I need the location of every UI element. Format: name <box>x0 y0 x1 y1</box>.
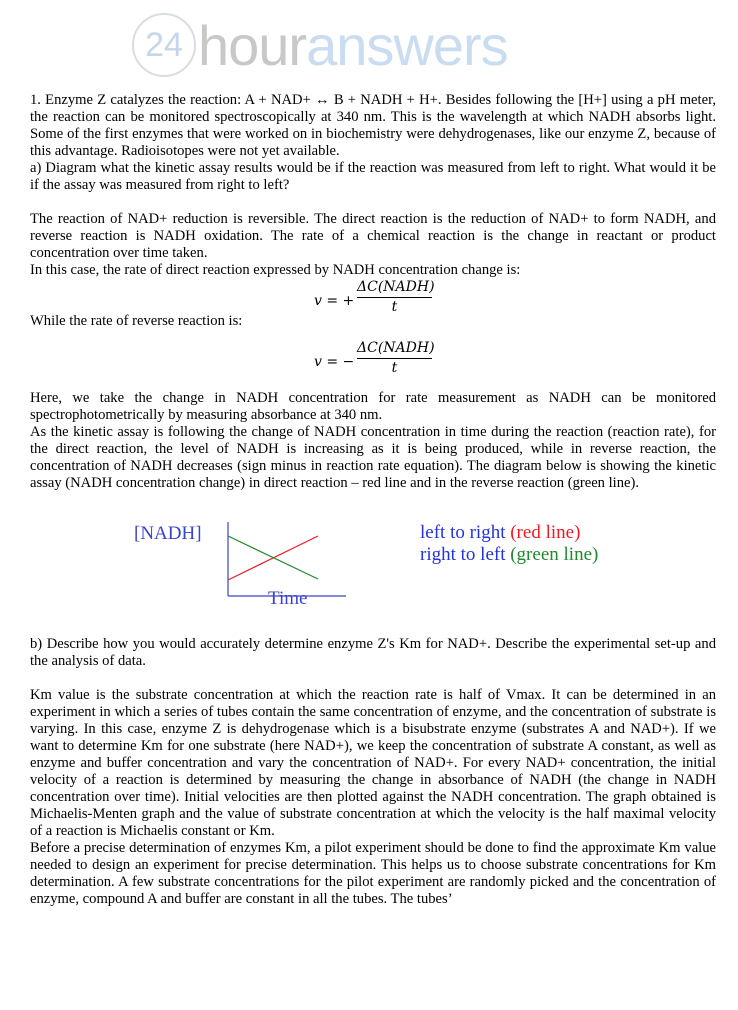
answer-a-paragraph-4: Here, we take the change in NADH concentration for rate measurement as NADH can be monitored spectrophotometrically by measuring absorbance at 340 nm. <box>30 390 716 423</box>
logo-word-answers: answers <box>306 13 508 77</box>
legend-2-direction: right to left <box>420 544 506 565</box>
logo-circle <box>132 13 196 77</box>
document-body <box>30 92 716 908</box>
answer-b-paragraph-1: Km value is the substrate concentration at which the reaction rate is half of Vmax. It can be determined in an experiment in which a series of tubes contain the same concentration of enzyme, and the concentration of substrate is varying. In this case, enzyme Z is dehydrogenase which is a bisubstrate enzyme (substrates A and NAD+). If we want to determine Km for one substrate (here NAD+), we keep the concentration of substrate A constant, as well as enzyme and buffer concentration and vary the concentration of NAD+. For every NAD+ concentration, the initial velocity of a reaction is determined by measuring the change in absorbance of NADH (the change in NADH concentration over time). Initial velocities are then plotted against the NADH concentration. The graph obtained is Michaelis-Menten graph and the value of substrate concentration at which the velocity is the half maximal velocity of a reaction is Michaelis constant or Km. <box>30 687 716 839</box>
question-b: b) Describe how you would accurately determine enzyme Z's Km for NAD+. Describe the experimental set-up and the analysis of data. <box>30 636 716 669</box>
site-logo <box>132 12 508 78</box>
legend-left-to-right <box>420 524 580 541</box>
legend-2-color: (green line) <box>510 544 599 565</box>
logo-wordmark <box>198 13 508 78</box>
equation-direct-numerator: ΔC(NADH) <box>357 279 432 298</box>
equation-direct-fraction <box>357 279 435 316</box>
question-a: a) Diagram what the kinetic assay results would be if the reaction was measured from left to right. What would it be if the assay was measured from right to left? <box>30 160 716 193</box>
answer-a-paragraph-3: While the rate of reverse reaction is: <box>30 313 243 329</box>
equation-reverse-numerator: ΔC(NADH) <box>357 340 432 359</box>
equation-direct-lhs: v = + <box>314 293 355 309</box>
diagram-y-axis-label: [NADH] <box>134 523 202 544</box>
answer-a-paragraph-2: In this case, the rate of direct reaction expressed by NADH concentration change is: <box>30 262 521 278</box>
legend-right-to-left <box>420 546 598 563</box>
equation-reverse-lhs: v = − <box>314 354 355 370</box>
legend-1-color: (red line) <box>510 522 581 543</box>
question-1-intro: 1. Enzyme Z catalyzes the reaction: A + NAD+ ↔ B + NADH + H+. Besides following the [H+] using a pH meter, the reaction can be monitored spectroscopically at 340 nm. This is the wavelength at which NADH absorbs light. Some of the first enzymes that were worked on in biochemistry were dehydrogenases, like our enzyme Z, because of this advantage. Radioisotopes were not yet available. <box>30 92 716 159</box>
logo-number: 24 <box>145 25 183 64</box>
equation-reverse-fraction <box>357 340 435 377</box>
equation-reverse-denominator: t <box>391 360 398 376</box>
kinetic-assay-diagram <box>30 502 716 622</box>
legend-1-direction: left to right <box>420 522 506 543</box>
answer-a-paragraph-5: As the kinetic assay is following the change of NADH concentration in time during the reaction (reaction rate), for the direct reaction, the level of NADH is increasing as it is being produced, while in reverse reaction, the concentration of NADH decreases (sign minus in reaction rate equation). The diagram below is showing the kinetic assay (NADH concentration change) in direct reaction – red line and in the reverse reaction (green line). <box>30 424 716 491</box>
answer-b-paragraph-2: Before a precise determination of enzymes Km, a pilot experiment should be done to find the approximate Km value needed to design an experiment for precise determination. This helps us to choose substrate concentrations for Km determination. A few substrate concentrations for the pilot experiment are randomly picked and the concentration of enzyme, compound A and buffer are constant in all the tubes. The tubes’ <box>30 840 716 907</box>
logo-word-hour: hour <box>198 13 307 77</box>
equation-direct-rate <box>30 279 716 325</box>
diagram-x-axis-label: Time <box>268 588 308 609</box>
equation-direct-denominator: t <box>391 299 398 315</box>
equation-reverse-rate <box>30 340 716 386</box>
answer-a-paragraph-1: The reaction of NAD+ reduction is reversible. The direct reaction is the reduction of NAD+ to form NADH, and reverse reaction is NADH oxidation. The rate of a chemical reaction is the change in reactant or product concentration over time taken. <box>30 211 716 261</box>
